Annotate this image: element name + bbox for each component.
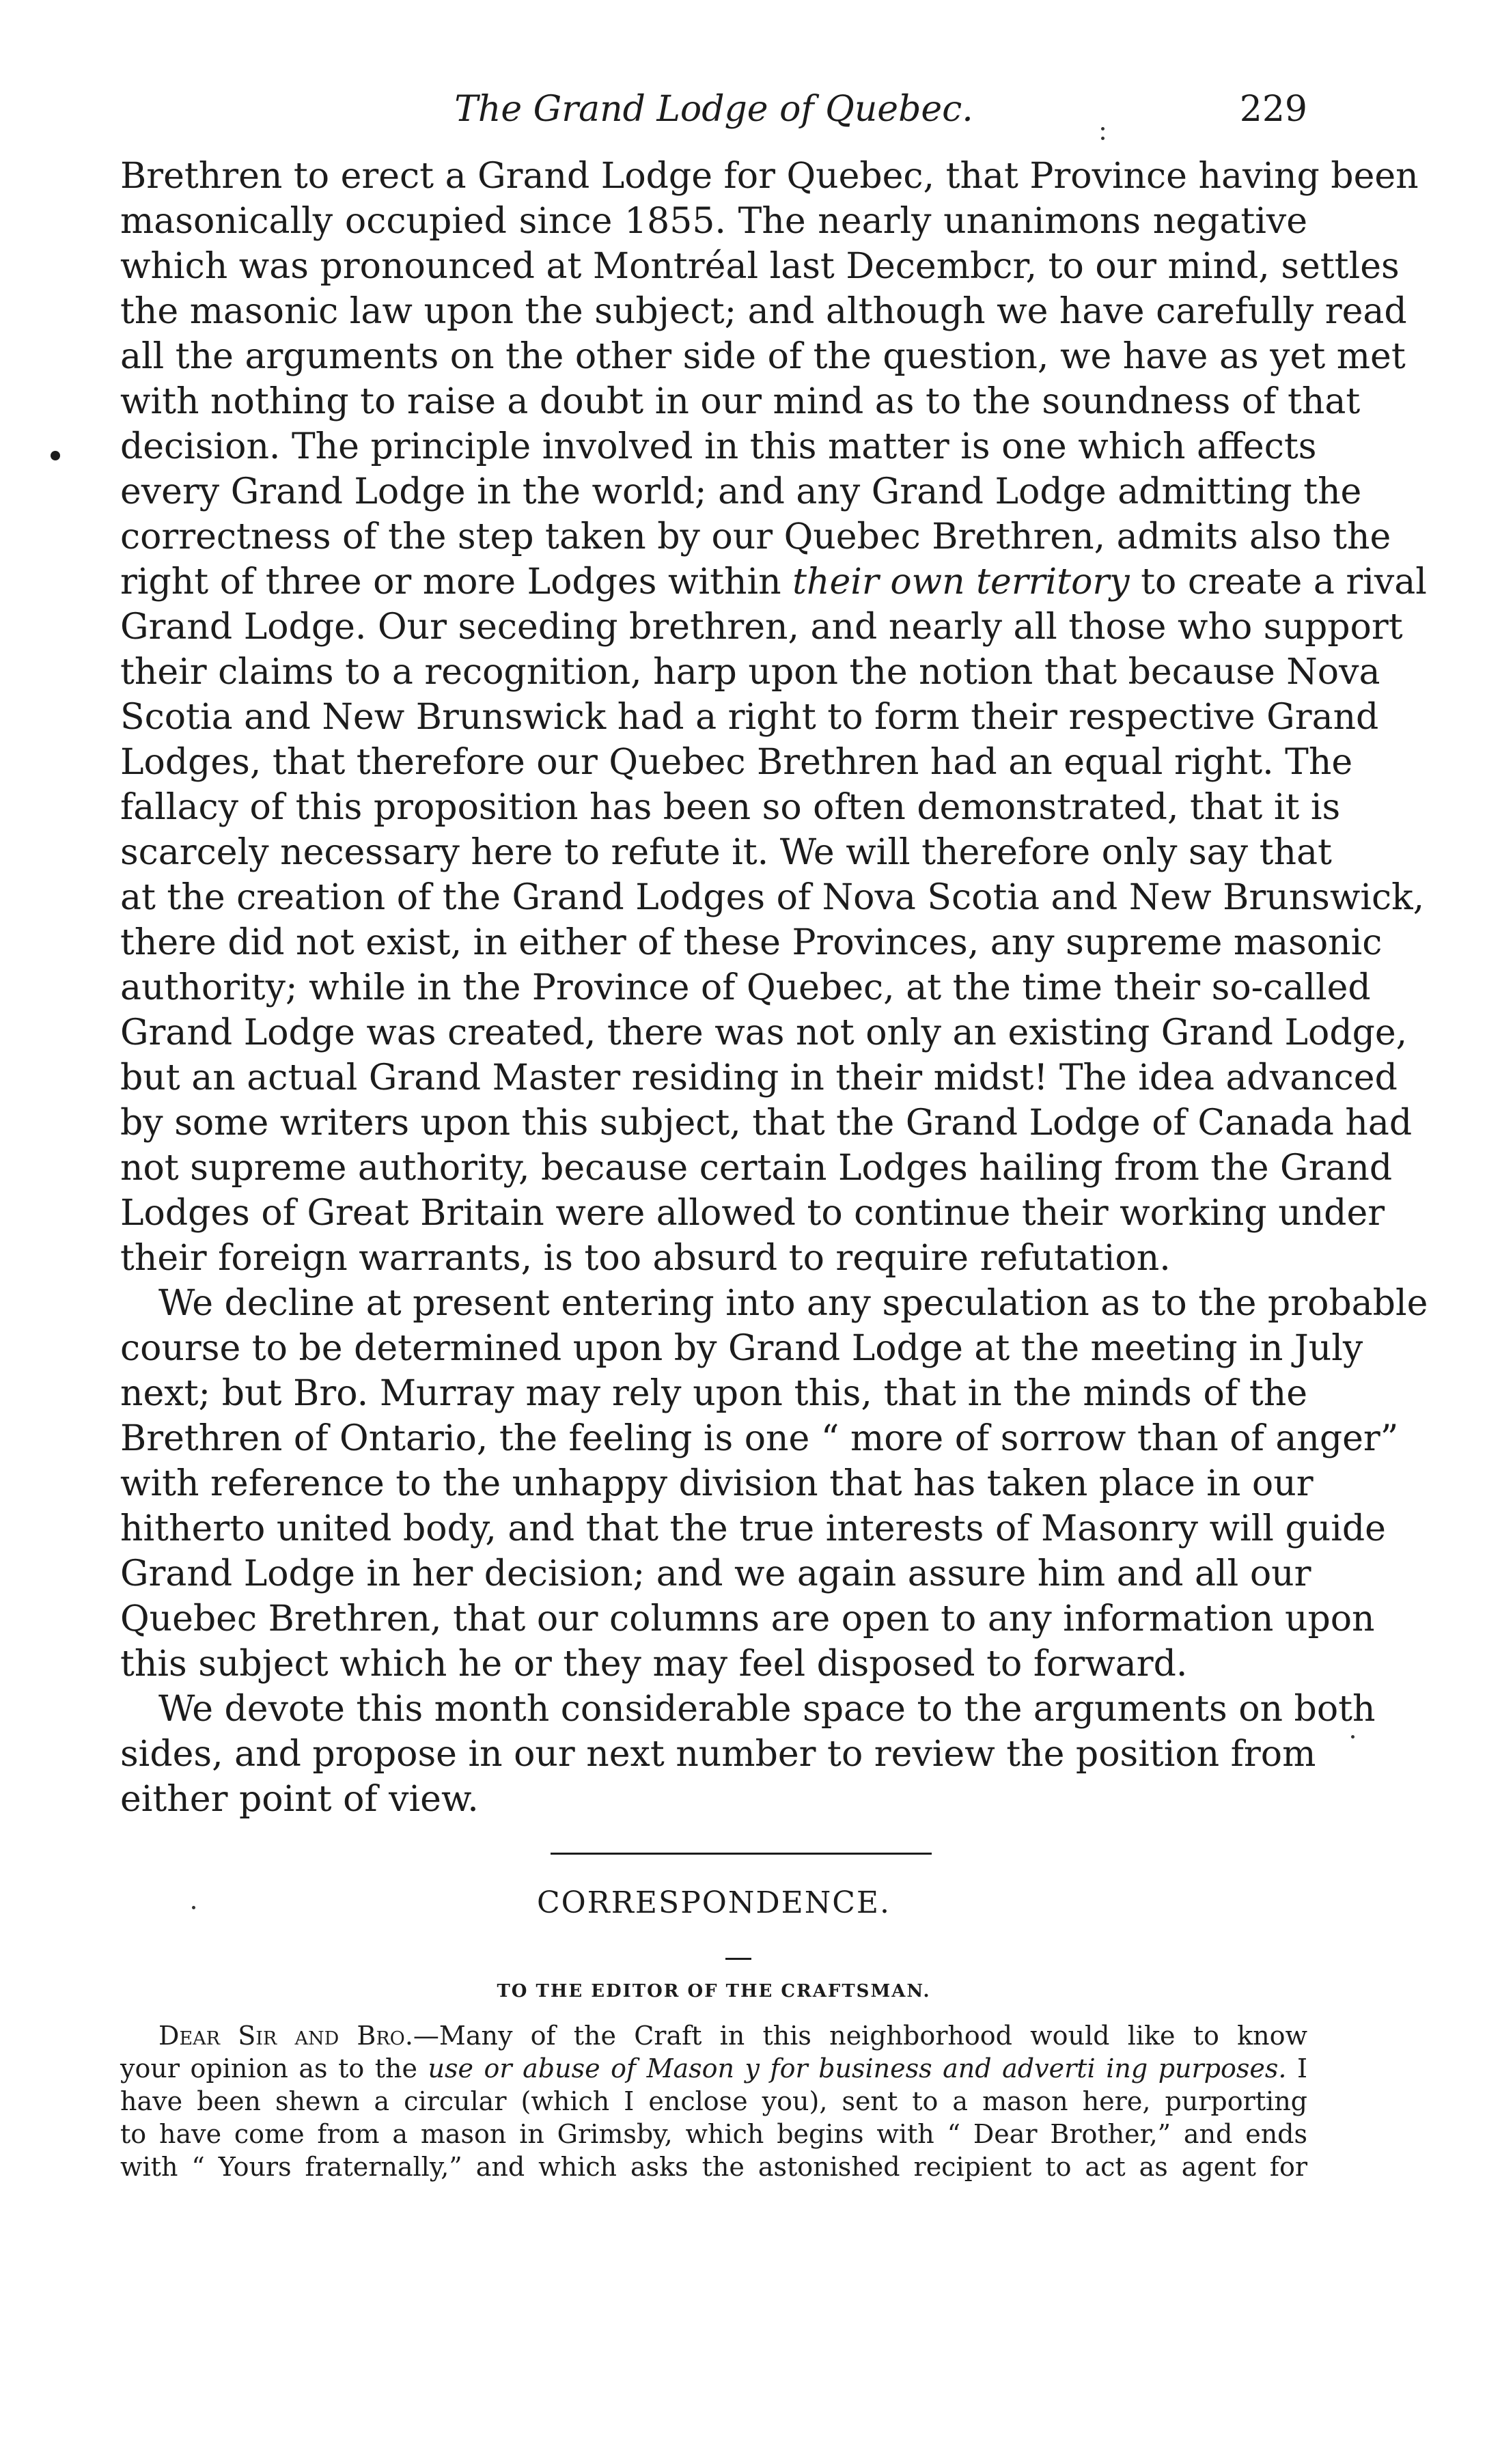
- heading-rule: [725, 1958, 751, 1960]
- salutation: Dear Sir and Bro.: [158, 2021, 413, 2051]
- text-line: the masonic law upon the subject; and although we have carefully read: [120, 291, 1407, 332]
- text-span: I: [1286, 2053, 1307, 2084]
- text-line: their claims to a recognition, harp upon the notion that because Nova: [120, 652, 1380, 693]
- text-line: every Grand Lodge in the world; and any Grand Lodge admitting the: [120, 471, 1362, 512]
- text-line: but an actual Grand Master residing in their midst! The idea advanced: [120, 1057, 1398, 1098]
- letter-addressee: TO THE EDITOR OF THE CRAFTSMAN.: [497, 1981, 931, 2002]
- page-header: [120, 83, 1307, 138]
- text-line: Quebec Brethren, that our columns are open to any information upon: [120, 1598, 1375, 1639]
- letter-line: to have come from a mason in Grimsby, which begins with “ Dear Brother,” and ends: [120, 2119, 1307, 2149]
- text-line: which was pronounced at Montréal last Decembcr, to our mind, settles: [120, 246, 1400, 287]
- text-line: at the creation of the Grand Lodges of Nova Scotia and New Brunswick,: [120, 877, 1425, 918]
- text-line: course to be determined upon by Grand Lodge at the meeting in July: [120, 1328, 1363, 1369]
- text-line: with reference to the unhappy division that has taken place in our: [120, 1463, 1314, 1504]
- section-divider: [551, 1853, 932, 1855]
- text-line: masonically occupied since 1855. The nearly unanimons negative: [120, 201, 1307, 242]
- text-line: decision. The principle involved in this matter is one which affects: [120, 426, 1317, 467]
- text-span: to create a rival: [1129, 562, 1427, 603]
- letter-line: [120, 2052, 1307, 2085]
- text-line: We devote this month considerable space to the arguments on both: [158, 1689, 1376, 1730]
- text-line: Grand Lodge in her decision; and we again assure him and all our: [120, 1553, 1311, 1594]
- text-span: —Many of the Craft in this neighborhood would like to know: [413, 2021, 1307, 2051]
- text-line: Scotia and New Brunswick had a right to form their respective Grand: [120, 697, 1379, 738]
- running-title: The Grand Lodge of Quebec.: [454, 89, 973, 130]
- section-heading: CORRESPONDENCE.: [536, 1885, 891, 1920]
- text-line: Lodges, that therefore our Quebec Brethren had an equal right. The: [120, 742, 1353, 783]
- text-line: Grand Lodge was created, there was not only an existing Grand Lodge,: [120, 1012, 1408, 1053]
- page-number: 229: [1239, 89, 1307, 130]
- text-line: all the arguments on the other side of the question, we have as yet met: [120, 336, 1406, 377]
- text-line: not supreme authority, because certain Lodges hailing from the Grand: [120, 1148, 1393, 1189]
- italic-emphasis: use or abuse of Mason y for business and adverti ing purposes.: [428, 2053, 1287, 2084]
- text-line: Brethren to erect a Grand Lodge for Quebec, that Province having been: [120, 156, 1419, 197]
- speck: [1351, 1735, 1355, 1739]
- text-line: Grand Lodge. Our seceding brethren, and nearly all those who support: [120, 607, 1403, 648]
- text-line: next; but Bro. Murray may rely upon this, that in the minds of the: [120, 1373, 1307, 1414]
- text-line: Lodges of Great Britain were allowed to continue their working under: [120, 1193, 1385, 1234]
- text-line: their foreign warrants, is too absurd to require refutation.: [120, 1238, 1171, 1279]
- text-line: there did not exist, in either of these Provinces, any supreme masonic: [120, 922, 1383, 963]
- italic-emphasis: their own territory: [792, 562, 1130, 603]
- text-line: authority; while in the Province of Quebec, at the time their so-called: [120, 967, 1371, 1008]
- text-line: by some writers upon this subject, that the Grand Lodge of Canada had: [120, 1103, 1413, 1144]
- text-line: this subject which he or they may feel disposed to forward.: [120, 1644, 1188, 1685]
- text-span: right of three or more Lodges within: [120, 562, 793, 603]
- text-line: sides, and propose in our next number to review the position from: [120, 1734, 1316, 1775]
- text-line: fallacy of this proposition has been so often demonstrated, that it is: [120, 787, 1341, 828]
- letter-line: with “ Yours fraternally,” and which asks the astonished recipient to act as agent for: [120, 2152, 1307, 2182]
- text-line: either point of view.: [120, 1779, 479, 1820]
- letter-line: have been shewn a circular (which I enclose you), sent to a mason here, purporting: [120, 2086, 1307, 2116]
- text-line: with nothing to raise a doubt in our mind as to the soundness of that: [120, 381, 1361, 422]
- speck: [1101, 137, 1105, 140]
- text-line-with-italic: [120, 559, 1427, 605]
- text-line: hitherto united body, and that the true interests of Masonry will guide: [120, 1508, 1386, 1549]
- text-span: your opinion as to the: [120, 2053, 428, 2084]
- text-line: scarcely necessary here to refute it. We will therefore only say that: [120, 832, 1332, 873]
- text-line: We decline at present entering into any speculation as to the probable: [158, 1283, 1428, 1324]
- margin-mark: [51, 451, 60, 460]
- text-line: correctness of the step taken by our Quebec Brethren, admits also the: [120, 516, 1391, 557]
- text-line: Brethren of Ontario, the feeling is one “ more of sorrow than of anger”: [120, 1418, 1399, 1459]
- letter-line: [158, 2019, 1307, 2052]
- speck: [1101, 127, 1105, 130]
